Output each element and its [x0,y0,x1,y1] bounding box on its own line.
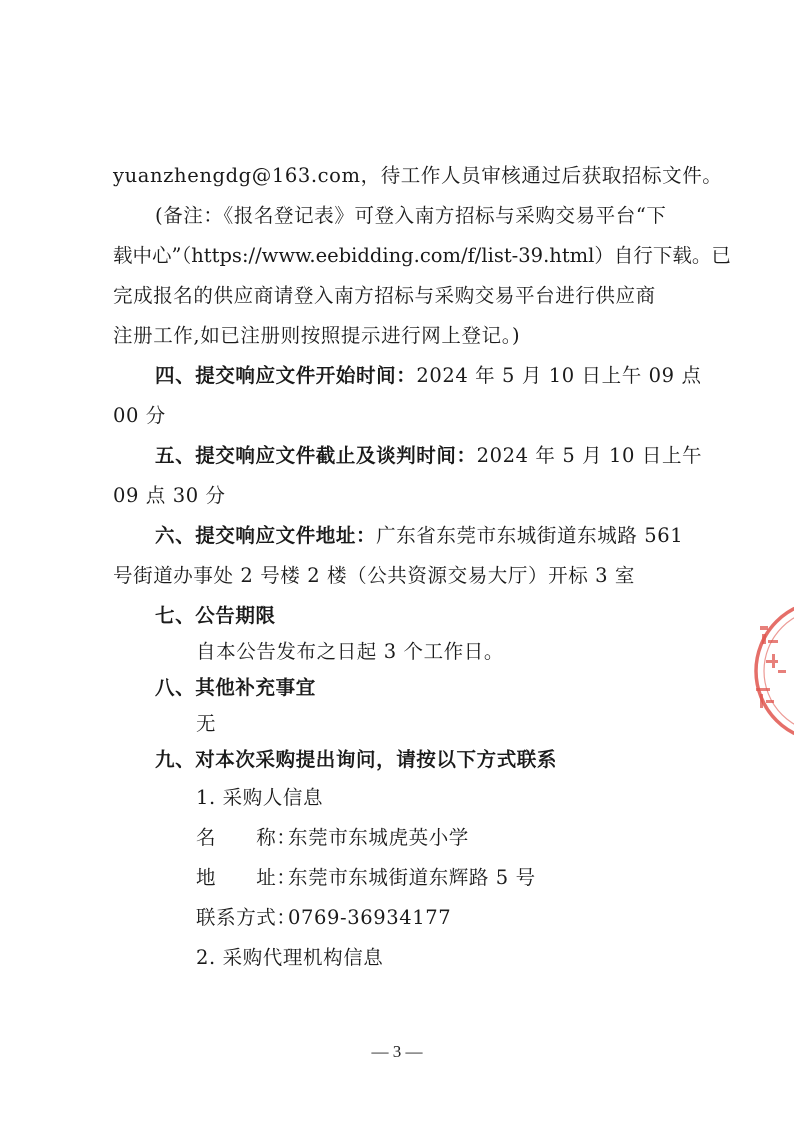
purchaser-phone-value: 0769-36934177 [288,906,452,929]
purchaser-info-title: 1. 采购人信息 [196,786,324,809]
paragraph-note-line-1: (备注：《报名登记表》可登入南方招标与采购交易平台“下 [155,204,667,227]
section-7-text: 自本公告发布之日起 3 个工作日。 [196,640,505,663]
purchaser-phone-row [196,898,794,938]
section-4-heading: 四、提交响应文件开始时间： [155,364,417,387]
section-8-heading: 八、其他补充事宜 [155,676,316,699]
paragraph-note-line-3: 完成报名的供应商请登入南方招标与采购交易平台进行供应商 [113,284,656,307]
section-6-heading: 六、提交响应文件地址： [155,524,377,547]
section-5-heading: 五、提交响应文件截止及谈判时间： [155,444,477,467]
section-6-line-1 [155,516,755,556]
section-5-line-2: 09 点 30 分 [113,484,226,507]
section-9-heading: 九、对本次采购提出询问，请按以下方式联系 [155,748,558,771]
paragraph-note-line-4: 注册工作,如已注册则按照提示进行网上登记。) [113,324,521,347]
purchaser-name-row [196,818,794,858]
purchaser-address-value: 东莞市东城街道东辉路 5 号 [288,866,536,889]
purchaser-name-value: 东莞市东城虎英小学 [288,826,469,849]
paragraph-note-line-2: 载中心”（https://www.eebidding.com/f/list-39.html）自行下载。已 [113,244,731,267]
section-6-text: 广东省东莞市东城街道东城路 561 [376,524,684,547]
paragraph-email-line: yuanzhengdg@163.com，待工作人员审核通过后获取招标文件。 [113,164,723,187]
section-7-heading: 七、公告期限 [155,604,276,627]
purchaser-address-row [196,858,794,898]
section-4-text: 2024 年 5 月 10 日上午 09 点 [416,364,702,387]
page-number: — 3 — [371,1042,423,1061]
section-4-line-1 [155,356,755,396]
section-8-text: 无 [196,712,217,735]
section-4-line-2: 00 分 [113,404,166,427]
purchaser-address-label: 地 址： [196,866,297,889]
agency-info-title: 2. 采购代理机构信息 [196,946,384,969]
section-5-text: 2024 年 5 月 10 日上午 [476,444,703,467]
purchaser-name-label: 名 称： [196,826,297,849]
purchaser-phone-label: 联系方式： [196,906,297,929]
section-6-line-2: 号街道办事处 2 号楼 2 楼（公共资源交易大厅）开标 3 室 [113,564,636,587]
section-5-line-1 [155,436,755,476]
